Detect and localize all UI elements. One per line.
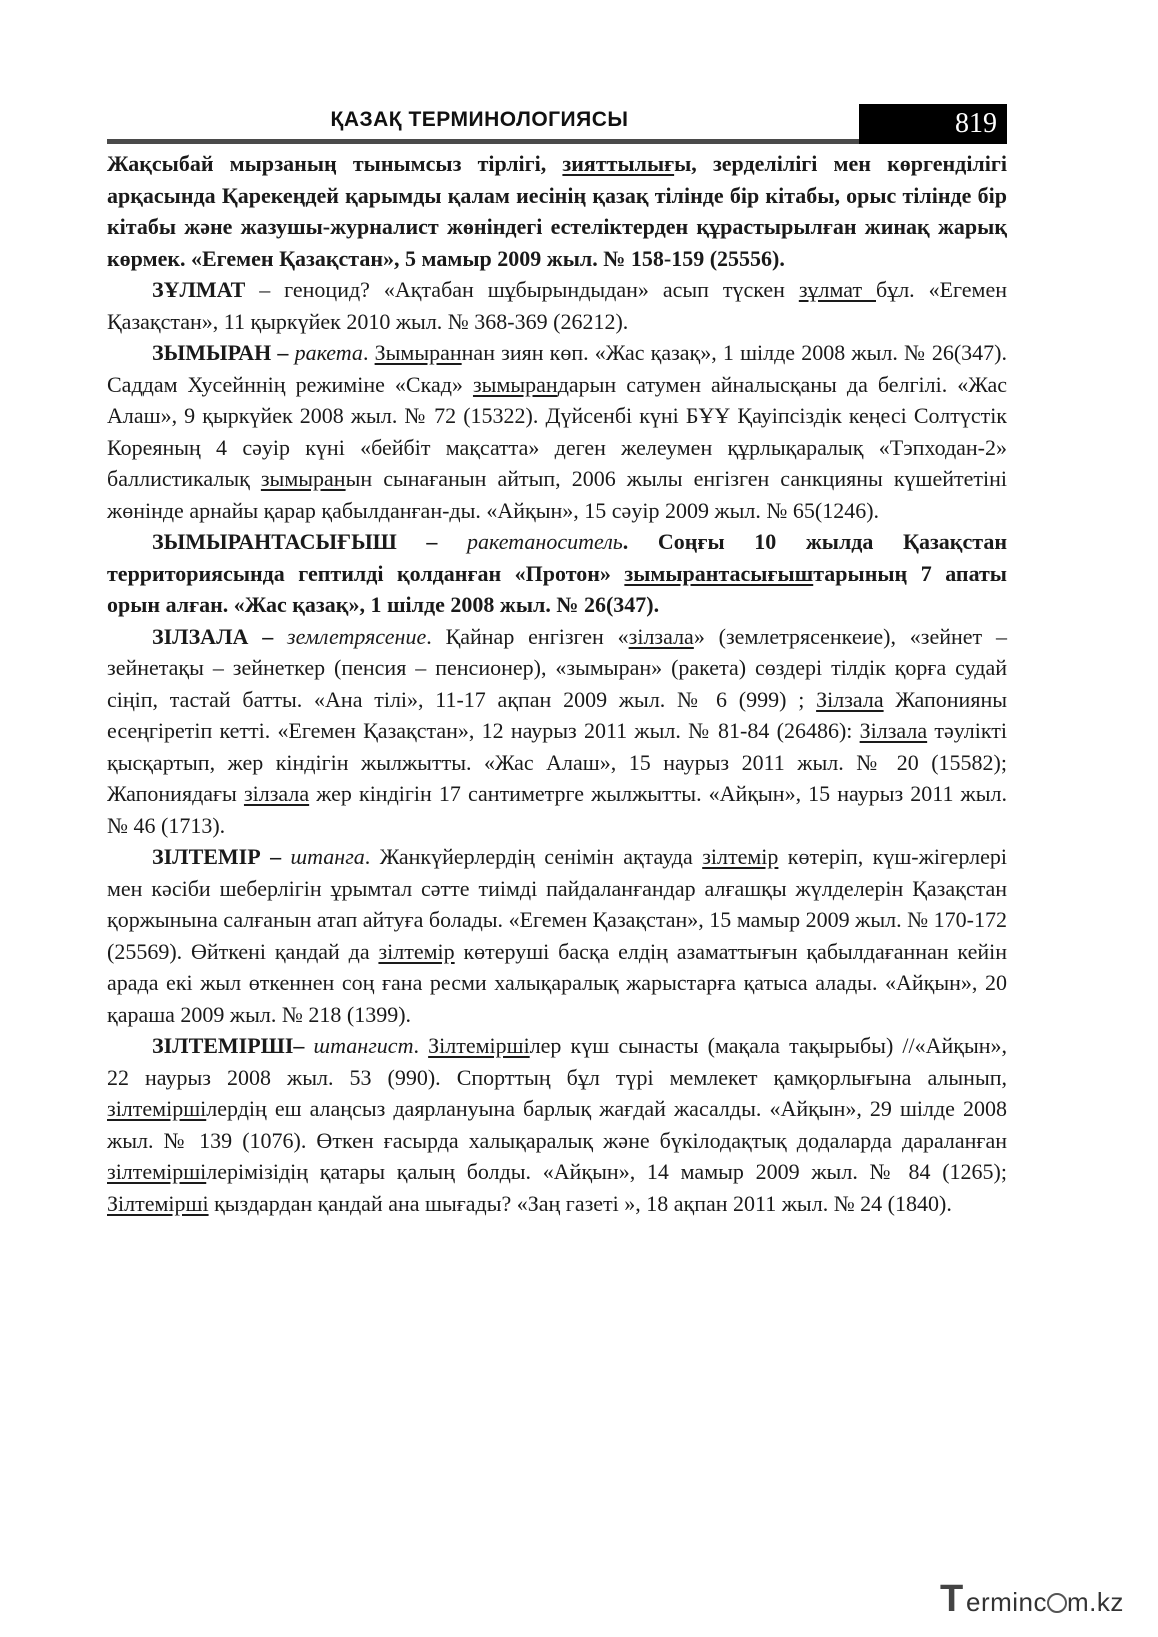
page-number-box [859,104,1007,144]
translation: ракетаноситель [467,529,623,554]
termincom-logo[interactable] [940,1578,1140,1622]
running-title: ҚАЗАҚ ТЕРМИНОЛОГИЯСЫ [330,108,629,131]
entry-continuation: Жақсыбай мырзаның тынымсыз тірлігі, зияттылығы, зерделілігі мен көргенділігі арқасында Қарекеңдей қарымды қалам иесінің қазақ тілінде бір кітабы, орыс тілінде бір кітабы және жазушы-журналист жөніндегі естеліктерден құрастырылған жинақ жарық көрмек. «Егемен Қазақстан», 5 мамыр 2009 жыл. № 158-159 (25556). [107,151,1007,271]
page-number: 819 [955,108,997,139]
logo-letter-t: T [940,1578,964,1620]
headword: ЗІЛТЕМІРШІ [152,1033,294,1058]
translation: штангист [313,1033,414,1058]
entry-ziltemir: ЗІЛТЕМІР – штанга. Жанкүйерлердің сенімін ақтауда зілтемір көтеріп, күш-жігерлері мен кәсіби шеберлігін ұрымтал сәтте тиімді пайдаланғандар алғашқы жүлделерін Қазақстан қоржынына салғанын атап айтуға болады. «Егемен Қазақстан», 15 мамыр 2009 жыл. № 170-172 (25569). Өйткені қандай да зілтемір көтеруші басқа елдің азаматтығын қабылдағаннан кейін арада екі жыл өткеннен соң ғана ресми халықаралық жарыстарға қатыса алады. «Айқын», 20 қараша 2009 жыл. № 218 (1399). [107,844,1008,1027]
translation: землетрясение [287,623,427,649]
headword: ЗІЛЗАЛА [152,623,249,649]
headword: ЗЫМЫРАН [152,340,272,365]
entry-zilzala: ЗІЛЗАЛА – землетрясение. Қайнар енгізген «зілзала» (землетрясенкеие), «зейнет – зейнетақы – зейнеткер (пенсия – пенсионер), «зымыран» (ракета) сөздері тілдік қорға судай сіңіп, тастай батты. «Ана тілі», 11-17 ақпан 2009 жыл. № 6 (999) ; Зілзала Жапонияны есеңгіретіп кетті. «Егемен Қазақстан», 12 наурыз 2011 жыл. № 81-84 (26486): Зілзала тәулікті қысқартып, жер кіндігін жылжытты. «Жас Алаш», 15 наурыз 2011 жыл. № 20 (15582); Жапониядағы зілзала жер кіндігін 17 сантиметрге жылжытты. «Айқын», 15 наурыз 2011 жыл. № 46 (1713). [107,623,1008,838]
headword: ЗҰЛМАТ [152,277,246,302]
headword: ЗІЛТЕМІР [152,844,261,869]
headword: ЗЫМЫРАНТАСЫҒЫШ [152,529,397,554]
translation: штанга [290,844,365,869]
logo-text: erminc m.kz [966,1587,1124,1617]
dictionary-body [107,148,1007,1219]
translation: ракета [294,340,363,365]
entry-zulmat: ЗҰЛМАТ – геноцид? «Ақтабан шұбырындыдан» асып түскен зұлмат бұл. «Егемен Қазақстан», 11 қыркүйек 2010 жыл. № 368-369 (26212). [107,277,1007,334]
logo-circle-icon [1047,1593,1067,1613]
page-header [107,104,1007,146]
entry-zymyrantasygysh: ЗЫМЫРАНТАСЫҒЫШ – ракетаноситель. Соңғы 10 жылда Қазақстан территориясында гептилді қолданған «Протон» зымырантасығыштарының 7 апаты орын алған. «Жас қазақ», 1 шілде 2008 жыл. № 26(347). [107,529,1007,617]
entry-ziltemirshi: ЗІЛТЕМІРШІ– штангист. Зілтеміршілер күш сынасты (мақала тақырыбы) //«Айқын», 22 наурыз 2008 жыл. 53 (990). Спорттың бұл түрі мемлекет қамқорлығына алынып, зілтеміршілердің еш алаңсыз даярлануына барлық жағдай жасалды. «Айқын», 29 шілде 2008 жыл. № 139 (1076). Өткен ғасырда халықаралық және бүкілодақтық додаларда дараланған зілтеміршілерімізідің қатары қалың болды. «Айқын», 14 мамыр 2009 жыл. № 84 (1265); Зілтемірші қыздардан қандай ана шығады? «Заң газеті », 18 ақпан 2011 жыл. № 24 (1840). [107,1033,1008,1216]
header-rule [107,139,859,144]
entry-zymyran: ЗЫМЫРАН – ракета. Зымыраннан зиян көп. «Жас қазақ», 1 шілде 2008 жыл. № 26(347). Саддам Хусейннің режиміне «Скад» зымырандарын сатумен айналысқаны да белгілі. «Жас Алаш», 9 қыркүйек 2008 жыл. № 72 (15322). Дүйсенбі күні БҰҰ Қауіпсіздік кеңесі Солтүстік Кореяның 4 сәуір күні «бейбіт мақсатта» деген желеумен құрлықаралық «Тэпходан-2» баллистикалық зымыранын сынағанын айтып, 2006 жылы енгізген санкцияны күшейтетіні жөнінде арнайы қарар қабылданған-ды. «Айқын», 15 сәуір 2009 жыл. № 65(1246). [107,340,1008,523]
